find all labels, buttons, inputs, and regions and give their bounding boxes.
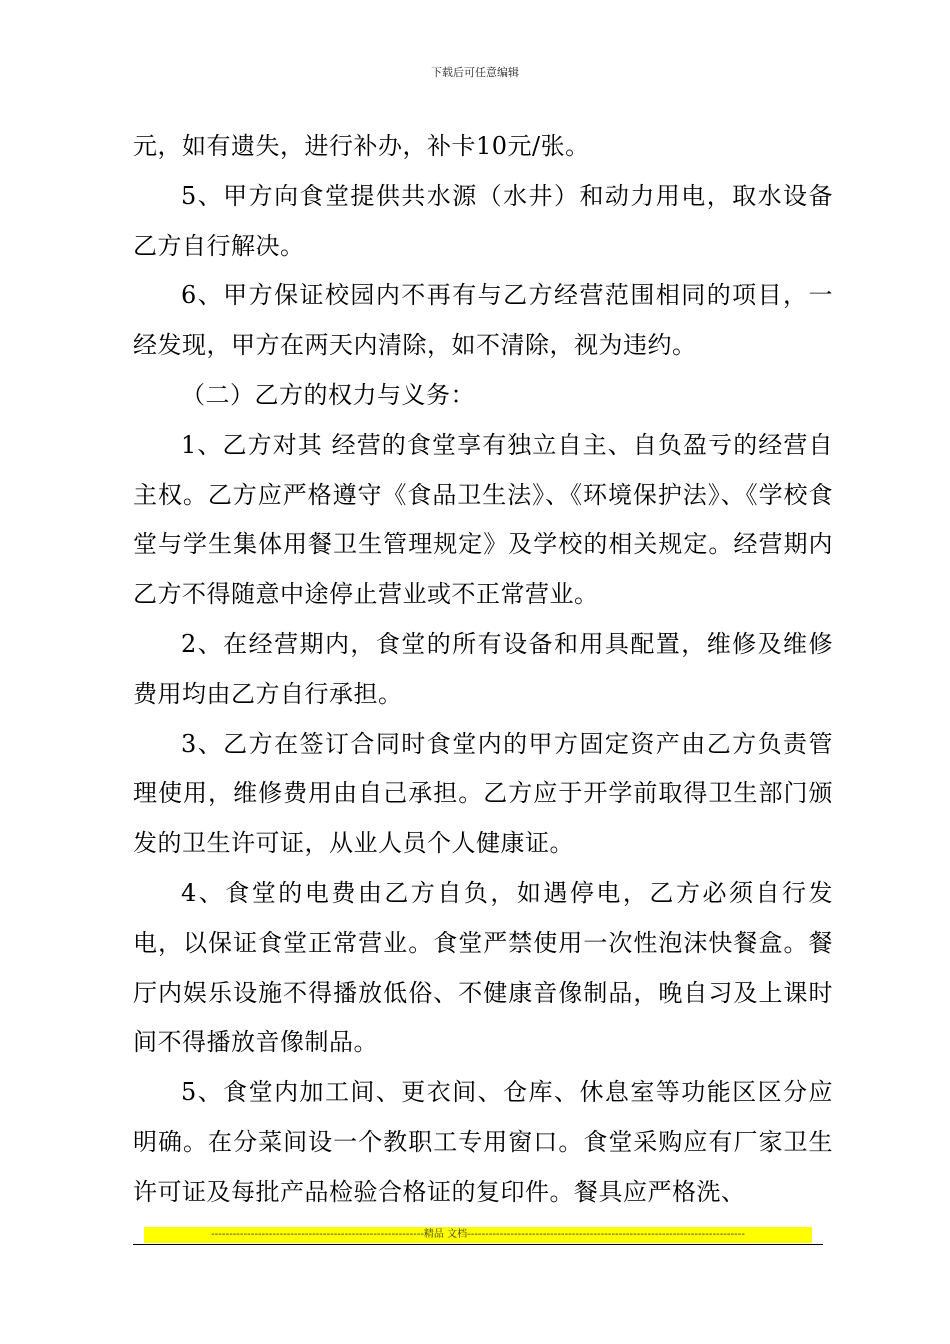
footer-banner: -----------------------------------------------------------精品 文档----------------------------------------------------------------------------- (144, 1227, 812, 1243)
footer-divider (133, 1244, 823, 1245)
page-header: 下载后可任意编辑 (431, 66, 519, 79)
paragraph-item-5-water: 5、甲方向食堂提供共水源（水井）和动力用电，取水设备乙方自行解决。 (133, 181, 833, 260)
document-body (133, 122, 833, 1218)
paragraph-item-5-function-areas: 5、食堂内加工间、更衣间、仓库、休息室等功能区区分应明确。在分菜间设一个教职工专用窗口。食堂采购应有厂家卫生许可证及每批产品检验合格证的复印件。餐具应严格洗、 (133, 1078, 833, 1206)
paragraph-item-3-assets: 3、乙方在签订合同时食堂内的甲方固定资产由乙方负责管理使用，维修费用由自己承担。乙方应于开学前取得卫生部门颁发的卫生许可证，从业人员个人健康证。 (133, 729, 833, 858)
paragraph-item-4-electricity: 4、食堂的电费由乙方自负，如遇停电，乙方必须自行发电，以保证食堂正常营业。食堂严禁使用一次性泡沫快餐盒。餐厅内娱乐设施不得播放低俗、不健康音像制品，晚自习及上课时间不得播放音像制品。 (133, 878, 833, 1057)
paragraph-continuation: 元，如有遗失，进行补办，补卡10元/张。 (133, 132, 590, 160)
paragraph-item-6-exclusive: 6、甲方保证校园内不再有与乙方经营范围相同的项目，一经发现，甲方在两天内清除，如不清除，视为违约。 (133, 281, 833, 360)
section-heading-party-b: （二）乙方的权力与义务： (181, 380, 475, 409)
paragraph-item-1-autonomy: 1、乙方对其 经营的食堂享有独立自主、自负盈亏的经营自主权。乙方应严格遵守《食品卫生法》、《环境保护法》、《学校食堂与学生集体用餐卫生管理规定》及学校的相关规定。经营期内乙方不得随意中途停止营业或不正常营业。 (133, 430, 833, 609)
paragraph-item-2-equipment: 2、在经营期内，食堂的所有设备和用具配置，维修及维修费用均由乙方自行承担。 (133, 629, 833, 708)
